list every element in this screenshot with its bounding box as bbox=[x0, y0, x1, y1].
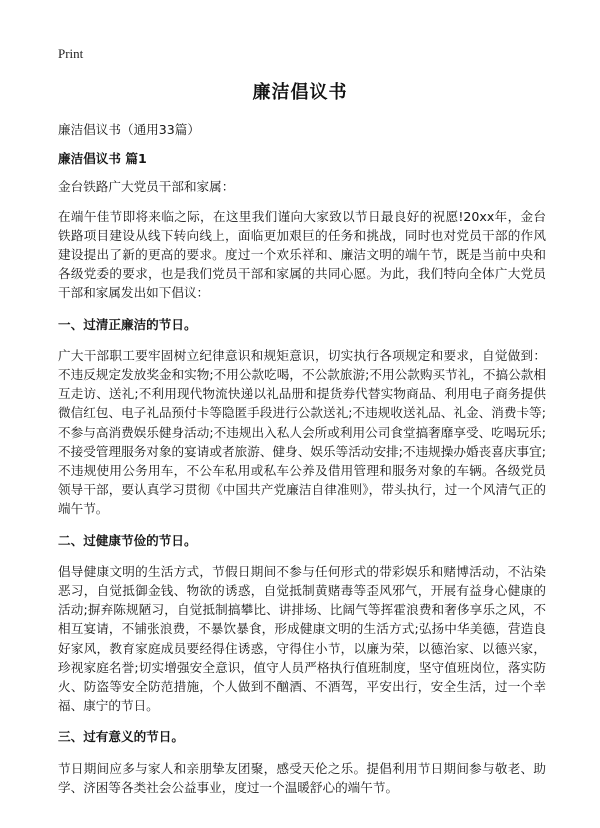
section-title: 廉洁倡议书 篇1 bbox=[58, 151, 147, 167]
print-link[interactable]: Print bbox=[58, 46, 84, 61]
document-title: 廉洁倡议书 bbox=[252, 82, 348, 103]
salutation: 金台铁路广大党员干部和家属： bbox=[58, 179, 235, 195]
section-heading-3: 三、过有意义的节日。 bbox=[58, 729, 184, 745]
document-body bbox=[58, 120, 546, 809]
section-body-3: 节日期间应多与家人和亲朋挚友团聚，感受天伦之乐。提倡利用节日期间参与敬老、助学、济困等各类社会公益事业，度过一个温暖舒心的端午节。 bbox=[58, 760, 546, 795]
section-body-2: 倡导健康文明的生活方式，节假日期间不参与任何形式的带彩娱乐和赌博活动，不沾染恶习，自觉抵御金钱、物欲的诱惑，自觉抵制黄赌毒等歪风邪气，开展有益身心健康的活动;摒弃陈规陋习，自觉抵制搞攀比、讲排场、比阔气等挥霍浪费和奢侈享乐之风，不相互宴请，不铺张浪费，不暴饮暴食，形成健康文明的生活方式;弘扬中华美德，营造良好家风，教育家庭成员要经得住诱惑，守得住小节，以廉为荣，以德治家、以德兴家，珍视家庭名誉;切实增强安全意识，值守人员严格执行值班制度，坚守值班岗位，落实防火、防盗等安全防范措施，个人做到不酗酒、不酒驾，平安出行，安全生活，过一个幸福、康宁的节日。 bbox=[58, 563, 546, 714]
document-subtitle: 廉洁倡议书（通用33篇） bbox=[58, 122, 200, 137]
section-body-1: 广大干部职工要牢固树立纪律意识和规矩意识，切实执行各项规定和要求，自觉做到：不违反规定发放奖金和实物;不用公款吃喝，不公款旅游;不用公款购买节礼，不搞公款相互走访、送礼;不利用现代物流快递以礼品册和提货券代替实物商品、利用电子商务提供微信红包、电子礼品预付卡等隐匿手段进行公款送礼;不违规收送礼品、礼金、消费卡等;不参与高消费娱乐健身活动;不违规出入私人会所或利用公司食堂搞奢靡享受、吃喝玩乐;不接受管理服务对象的宴请或者旅游、健身、娱乐等活动安排;不违规操办婚丧喜庆事宜;不违规使用公务用车，不公车私用或私车公养及借用管理和服务对象的车辆。各级党员领导干部，要认真学习贯彻《中国共产党廉洁自律准则》，带头执行，过一个风清气正的端午节。 bbox=[58, 347, 546, 517]
section-heading-2: 二、过健康节俭的节日。 bbox=[58, 532, 197, 548]
section-heading-1: 一、过清正廉洁的节日。 bbox=[58, 316, 197, 332]
intro-paragraph: 在端午佳节即将来临之际，在这里我们谨向大家致以节日最良好的祝愿!20xx年，金台铁路项目建设从线下转向线上，面临更加艰巨的任务和挑战，同时也对党员干部的作风建设提出了新的更高的要求。度过一个欢乐祥和、廉洁文明的端午节，既是当前中央和各级党委的要求，也是我们党员干部和家属的共同心愿。为此，我们特向全体广大党员干部和家属发出如下倡议： bbox=[58, 208, 546, 301]
